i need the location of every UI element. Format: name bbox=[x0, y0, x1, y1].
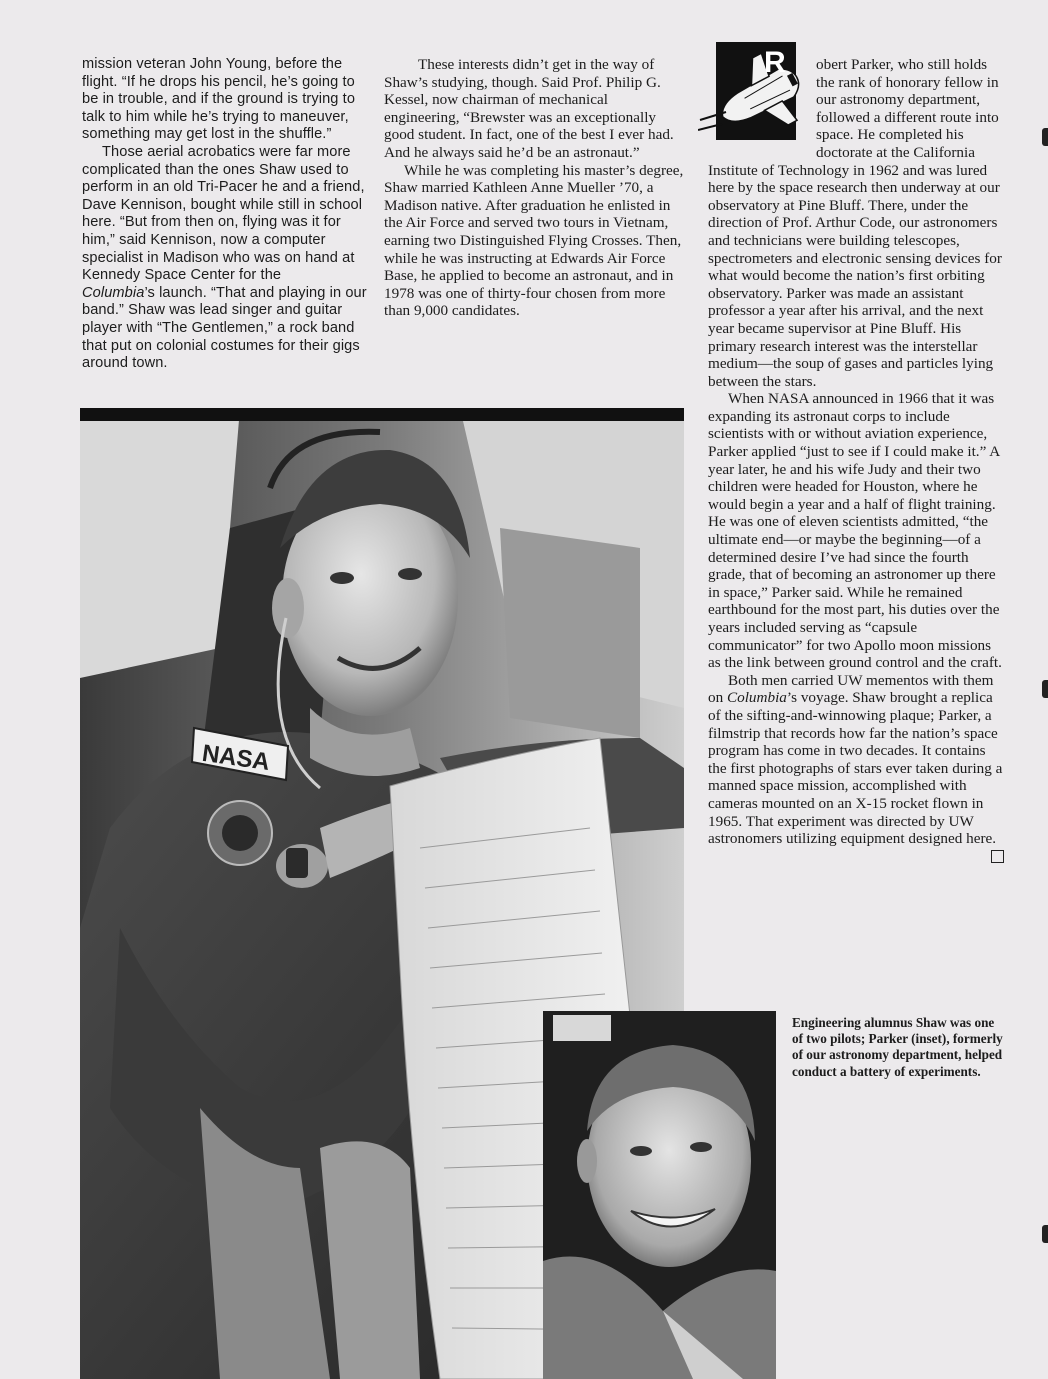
column3-paragraph-2: When NASA announced in 1966 that it was expanding its astronaut corps to include scientists with or without aviation experience, Parker applied “just to see if I could make it.” A year later, he and his wife Judy and their two children were headed for Houston, where he would begin a year and a half of flight training. He was one of eleven scientists admitted, “the ultimate end—or maybe the beginning—of a determined desire I’ve had since the fourth grade, that of becoming an astronomer up there in space,” Parker said. While he remained earthbound for the most part, his duties over the years included serving as “capsule communicator” for two Apollo moon missions as the link between ground control and the craft. bbox=[708, 390, 1002, 672]
column1-paragraph-2: Those aerial acrobatics were far more complicated than the ones Shaw used to perform in an old Tri-Pacer he and a friend, Dave Kennison, bought while still in school here. “But from then on, flying was it for him,” said Kennison, now a computer specialist in Madison who was on hand at Kennedy Space Center for the bbox=[82, 143, 365, 284]
space-shuttle-icon bbox=[698, 38, 810, 144]
end-of-article-mark bbox=[991, 850, 1004, 863]
column2-paragraph-1: These interests didn’t get in the way of Shaw’s studying, though. Said Prof. Philip G. Kessel, now chairman of mechanical engineering, “Brewster was an exceptionally good student. In fact, one of the best I ever had. And he always said he’d be an astronaut.” bbox=[384, 56, 674, 161]
article-column-3 bbox=[708, 46, 1004, 863]
space-shuttle-dropcap bbox=[698, 38, 810, 144]
article-column-2 bbox=[384, 56, 684, 320]
column3-paragraph-3-end: ’s voyage. Shaw brought a replica of the sifting-and-winnowing plaque; Parker, a filmstrip that records how far the nation’s space program has come in two decades. It contains the first photographs of stars ever taken during a manned space mission, accomplished with cameras mounted on an X-15 rocket flown in 1965. That experiment was directed by UW astronomers utilizing equipment designed here. bbox=[708, 689, 1003, 848]
column3-paragraph-3 bbox=[708, 672, 1004, 848]
column3-paragraph-1-text: obert Parker, who still holds the rank of honorary fellow in our astronomy department, followed a different route into space. He completed his doctorate at the California Institute of Technology in 1962 and was lured here by the space research then underway at our observatory at Pine Bluff. There, under the direction of Prof. Arthur Code, our astronomers and technicians were building telescopes, spectrometers and electronic sensing devices for what would become the nation’s first orbiting observatory. Parker was made an assistant professor a year after his arrival, and the next year became supervisor at Pine Bluff. His primary research interest was the interstellar medium—the soup of gases and particles lying between the stars. bbox=[708, 56, 1002, 390]
column3-paragraph-1 bbox=[708, 46, 1004, 390]
binding-hole-bottom bbox=[1042, 1225, 1048, 1243]
column2-paragraph-2: While he was completing his master’s degree, Shaw married Kathleen Anne Mueller ’70, a Madison native. After graduation he enlisted in the Air Force and served two tours in Vietnam, earning two Distinguished Flying Crosses. Then, while he was instructing at Edwards Air Force Base, he applied to become an astronaut, and in 1978 was one of thirty-four chosen from more than 9,000 candidates. bbox=[384, 161, 684, 320]
column3-paragraph-3-start: Both men carried UW mementos with them on bbox=[708, 671, 994, 707]
columbia-italic-2: Columbia bbox=[726, 689, 787, 707]
article-column-1 bbox=[82, 56, 374, 373]
binding-hole-top bbox=[1042, 128, 1048, 146]
column1-paragraph-3 bbox=[82, 285, 374, 373]
columbia-italic: Columbia bbox=[82, 284, 145, 301]
parker-inset-photo bbox=[543, 1011, 776, 1379]
column1-paragraph-1: mission veteran John Young, before the flight. “If he drops his pencil, he’s going to be in trouble, and if the ground is trying to talk to him while he’s trying to maneuver, something may get lost in the shuffle.” bbox=[82, 56, 356, 143]
dropcap-letter: R bbox=[764, 46, 786, 79]
column1-paragraph-3-text: ’s launch. “That and playing in our band.” Shaw was lead singer and guitar player with “The Gentlemen,” a rock band that put on colonial costumes for their gigs around town. bbox=[82, 284, 367, 372]
photo-caption: Engineering alumnus Shaw was one of two pilots; Parker (inset), formerly of our astronomy department, helped conduct a battery of experiments. bbox=[792, 1015, 1003, 1079]
photo-top-rule bbox=[80, 408, 684, 421]
nasa-patch-text: NASA bbox=[200, 739, 272, 777]
binding-hole-middle bbox=[1042, 680, 1048, 698]
